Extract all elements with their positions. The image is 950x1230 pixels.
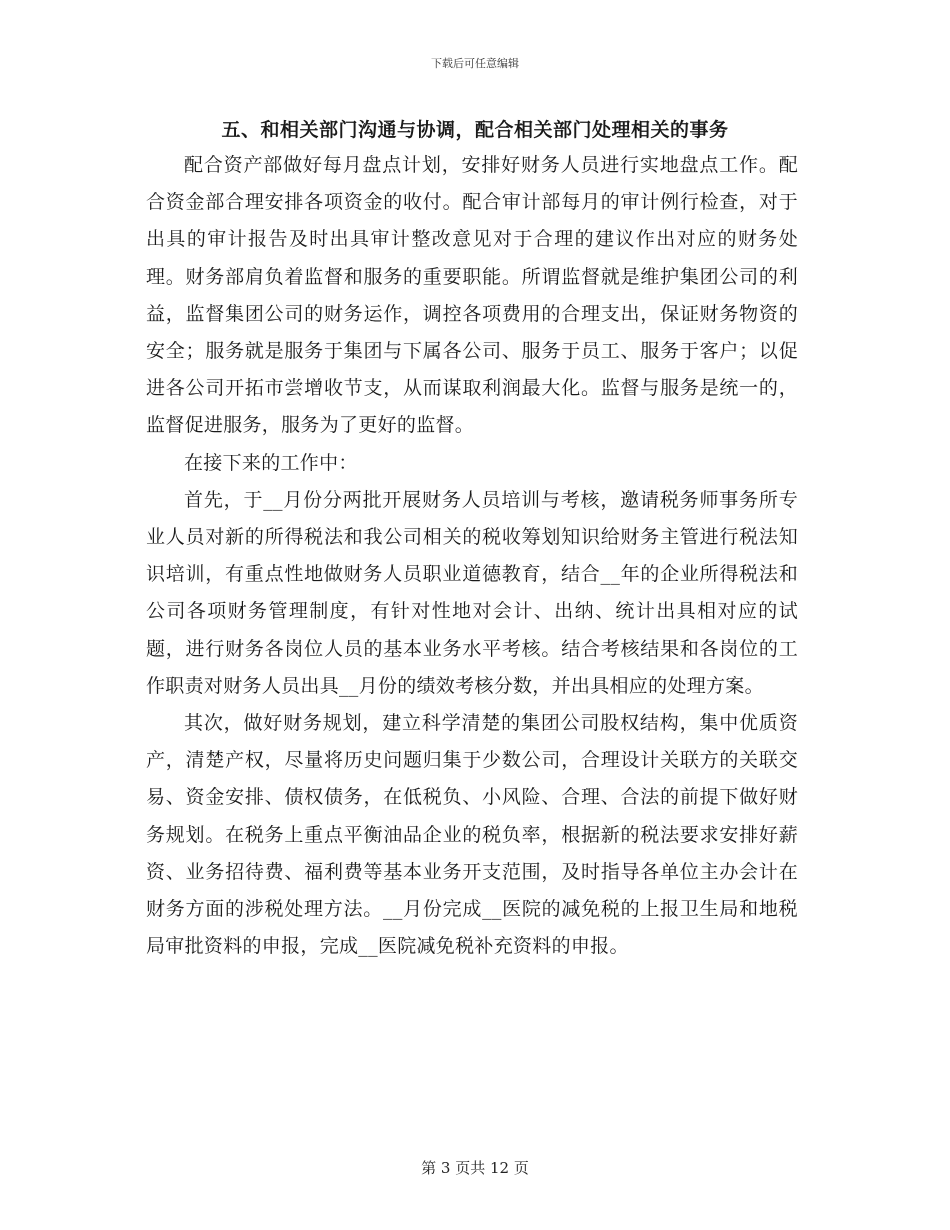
paragraph-next-work-intro: 在接下来的工作中： [184, 451, 358, 474]
paragraph-second-planning: 其次，做好财务规划，建立科学清楚的集团公司股权结构，集中优质资产，清楚产权，尽量将历史问题归集于少数公司，合理设计关联方的关联交易、资金安排、债权债务，在低税负、小风险、合理、合法的前提下做好财务规划。在税务上重点平衡油品企业的税负率，根据新的税法要求安排好薪资、业务招待费、福利费等基本业务开支范围，及时指导各单位主办会计在财务方面的涉税处理方法。__月份完成__医院的减免税的上报卫生局和地税局审批资料的申报，完成__医院减免税补充资料的申报。 [146, 712, 798, 958]
paragraph-first-training: 首先，于__月份分两批开展财务人员培训与考核，邀请税务师事务所专业人员对新的所得税法和我公司相关的税收筹划知识给财务主管进行税法知识培训，有重点性地做财务人员职业道德教育，结合__年的企业所得税法和公司各项财务管理制度，有针对性地对会计、出纳、统计出具相对应的试题，进行财务各岗位人员的基本业务水平考核。结合考核结果和各岗位的工作职责对财务人员出具__月份的绩效考核分数，并出具相应的处理方案。 [146, 488, 798, 697]
body-text [146, 147, 798, 965]
paragraph-cooperation: 配合资产部做好每月盘点计划，安排好财务人员进行实地盘点工作。配合资金部合理安排各项资金的收付。配合审计部每月的审计例行检查，对于出具的审计报告及时出具审计整改意见对于合理的建议作出对应的财务处理。财务部肩负着监督和服务的重要职能。所谓监督就是维护集团公司的利益，监督集团公司的财务运作，调控各项费用的合理支出，保证财务物资的安全；服务就是服务于集团与下属各公司、服务于员工、服务于客户；以促进各公司开拓市尝增收节支，从而谋取利润最大化。监督与服务是统一的，监督促进服务，服务为了更好的监督。 [146, 154, 798, 437]
page-number: 第 3 页共 12 页 [421, 1159, 529, 1177]
page-header: 下载后可任意编辑 [431, 57, 519, 70]
section-heading: 五、和相关部门沟通与协调，配合相关部门处理相关的事务 [221, 119, 729, 141]
